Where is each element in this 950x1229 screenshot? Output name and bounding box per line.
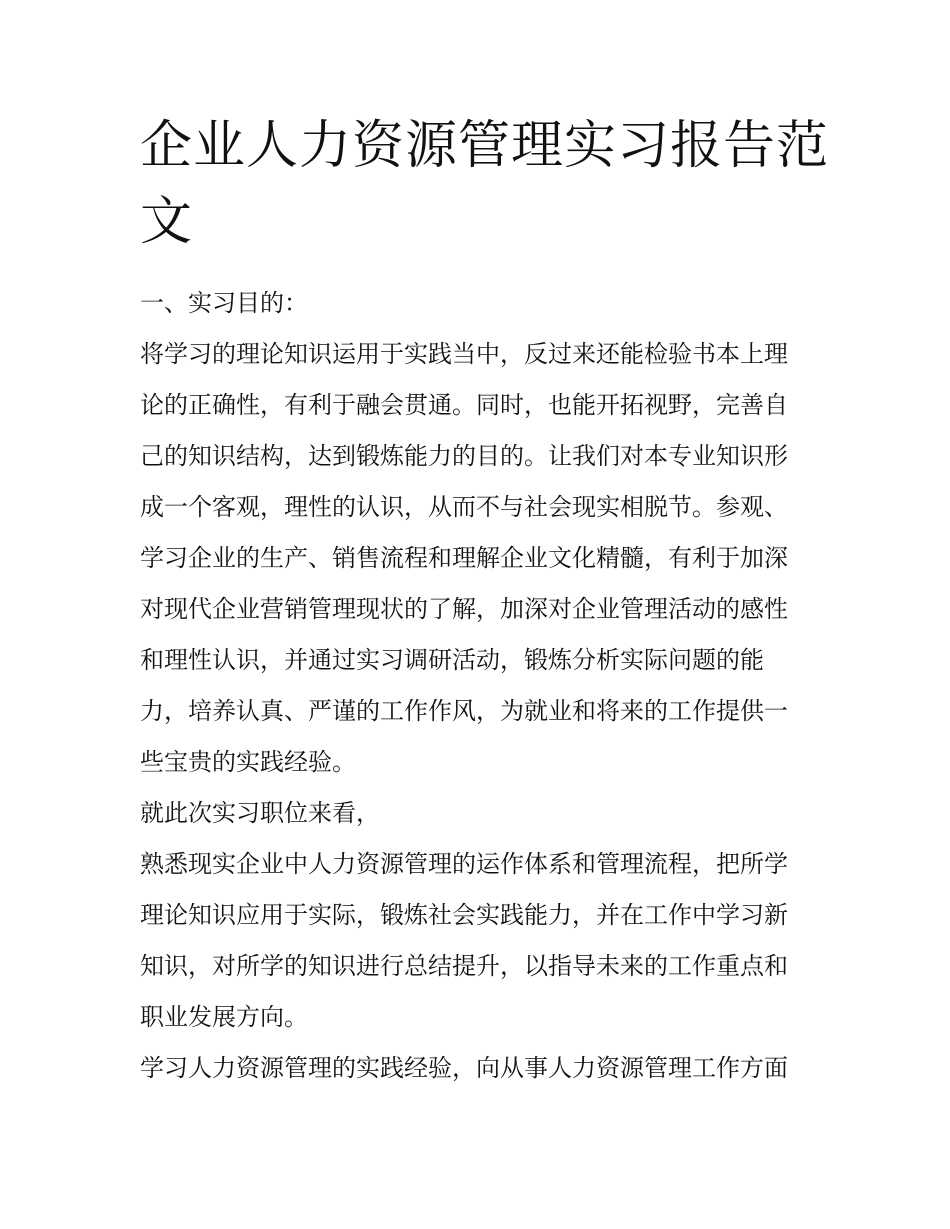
paragraph-line: 和理性认识，并通过实习调研活动，锻炼分析实际问题的能	[140, 646, 764, 674]
paragraph-line: 知识，对所学的知识进行总结提升，以指导未来的工作重点和	[140, 952, 788, 980]
paragraph-line: 己的知识结构，达到锻炼能力的目的。让我们对本专业知识形	[140, 442, 788, 470]
section-heading: 一、实习目的：	[140, 289, 308, 317]
paragraph-line: 力，培养认真、严谨的工作作风，为就业和将来的工作提供一	[140, 697, 788, 725]
paragraph-line: 职业发展方向。	[140, 1003, 308, 1031]
paragraph-line: 理论知识应用于实际，锻炼社会实践能力，并在工作中学习新	[140, 901, 788, 929]
paragraph-line: 学习企业的生产、销售流程和理解企业文化精髓，有利于加深	[140, 544, 788, 572]
paragraph-line: 将学习的理论知识运用于实践当中，反过来还能检验书本上理	[140, 340, 788, 368]
paragraph-line: 对现代企业营销管理现状的了解，加深对企业管理活动的感性	[140, 595, 788, 623]
title-line: 企业人力资源管理实习报告范	[140, 116, 830, 176]
document-body	[140, 278, 830, 1094]
paragraph-line: 成一个客观，理性的认识，从而不与社会现实相脱节。参观、	[140, 493, 788, 521]
document-title	[140, 108, 830, 260]
paragraph-line: 就此次实习职位来看，	[140, 799, 380, 827]
paragraph-line: 论的正确性，有利于融会贯通。同时，也能开拓视野，完善自	[140, 391, 788, 419]
paragraph-line: 学习人力资源管理的实践经验，向从事人力资源管理工作方面	[140, 1054, 788, 1082]
paragraph-line: 熟悉现实企业中人力资源管理的运作体系和管理流程，把所学	[140, 850, 788, 878]
title-line: 文	[140, 192, 194, 252]
paragraph-line: 些宝贵的实践经验。	[140, 748, 356, 776]
